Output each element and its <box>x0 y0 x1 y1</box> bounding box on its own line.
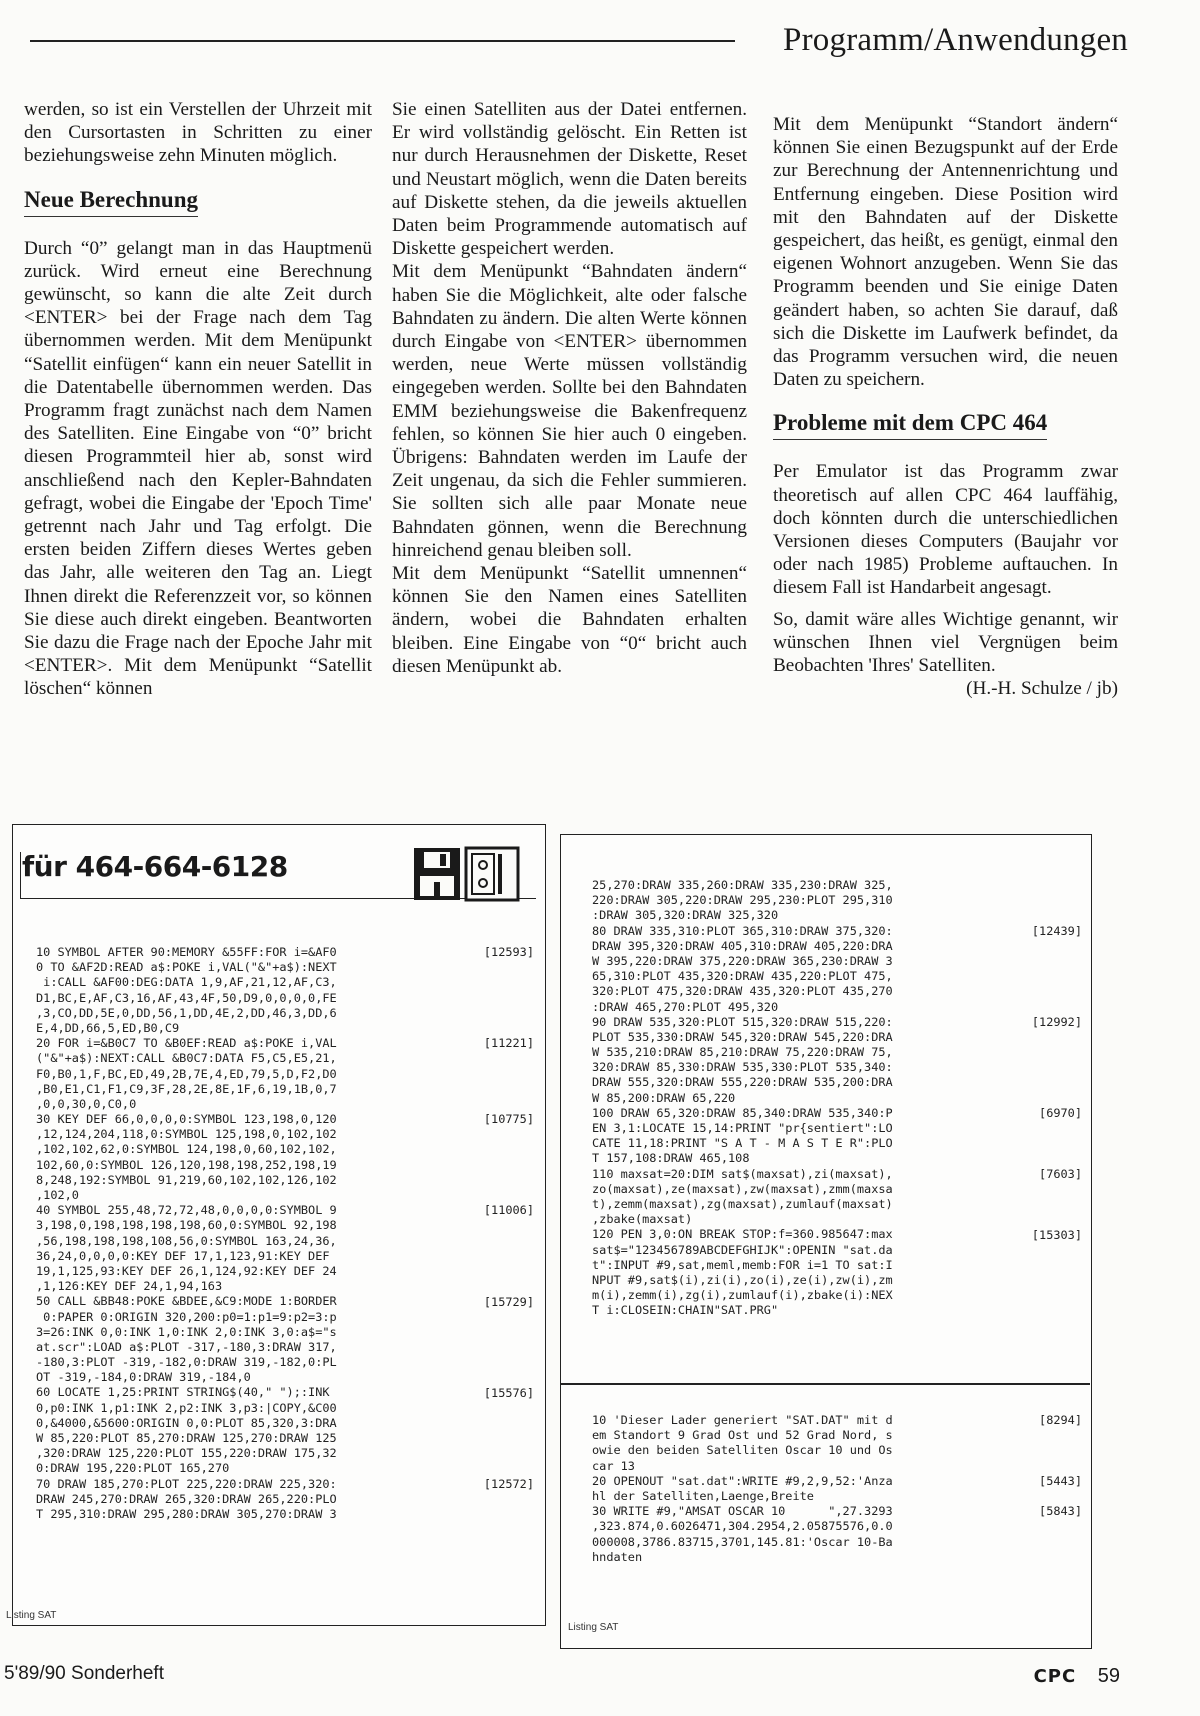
code-line: W 85,220:PLOT 85,270:DRAW 125,270:DRAW 125 <box>36 1431 337 1445</box>
section-title: Programm/Anwendungen <box>783 22 1128 58</box>
code-line: 19,1,125,93:KEY DEF 26,1,124,92:KEY DEF 24 <box>36 1263 337 1278</box>
code-line: owie den beiden Satelliten Oscar 10 und Os <box>592 1443 893 1458</box>
code-line: DRAW 395,320:DRAW 405,310:DRAW 405,220:DRA <box>592 938 893 953</box>
code-line: 3=26:INK 0,0:INK 1,0:INK 2,0:INK 3,0:a$="s <box>36 1324 337 1339</box>
code-line: hndaten <box>592 1549 643 1564</box>
code-line: 3,198,0,198,198,198,198,60,0:SYMBOL 92,198 <box>36 1218 337 1233</box>
checksum: [12992] <box>1031 1014 1082 1029</box>
code-line: 30 KEY DEF 66,0,0,0,0:SYMBOL 123,198,0,120 <box>36 1112 337 1127</box>
code-line: zo(maxsat),ze(maxsat),zw(maxsat),zmm(maxsa <box>592 1181 893 1196</box>
checksum: [15729] <box>483 1294 534 1309</box>
listing-label: Listing SAT <box>6 1610 57 1621</box>
code-line: sat$="123456789ABCDEFGHIJK":OPENIN "sat.da <box>592 1242 893 1257</box>
code-line: 320:PLOT 475,320:DRAW 435,320:PLOT 435,270 <box>592 984 893 999</box>
code-line: 102,60,0:SYMBOL 126,120,198,198,252,198,19 <box>36 1157 337 1172</box>
code-line: ("&"+a$):NEXT:CALL &B0C7:DATA F5,C5,E5,21, <box>36 1051 337 1066</box>
subheading-neue-berechnung: Neue Berechnung <box>24 186 198 217</box>
code-line: CATE 11,18:PRINT "S A T - M A S T E R":PLO <box>592 1136 893 1151</box>
header-rule <box>30 40 735 42</box>
code-line: W 535,210:DRAW 85,210:DRAW 75,220:DRAW 75, <box>592 1045 893 1060</box>
paragraph: Mit dem Menüpunkt “Bahndaten ändern“ haben Sie die Möglichkeit, alte oder falsche Bahndaten zu ändern. Die alten Werte können durch Eingabe von <ENTER> übernommen werden, neue Werte müssen vollständig eingegeben werden. Sollte bei den Bahndaten EMM beziehungsweise die Bakenfrequenz fehlen, so können Sie hier auch 0 eingeben. Übrigens: Bahndaten werden im Laufe der Zeit ungenau, da sich die Fehler summieren. Sie sollten sich alle paar Monate neue Bahndaten gönnen, wenn die Berechnung hinreichend genau bleiben soll. <box>392 261 747 561</box>
checksum: [11221] <box>483 1036 534 1051</box>
code-line: 0:PAPER 0:ORIGIN 320,200:p0=1:p1=9:p2=3:p <box>36 1309 337 1324</box>
checksum: [7603] <box>1039 1166 1082 1181</box>
code-line: 70 DRAW 185,270:PLOT 225,220:DRAW 225,320: <box>36 1476 337 1491</box>
paragraph: Mit dem Menüpunkt “Standort ändern“ können Sie einen Bezugspunkt auf der Erde zur Berechnung der Antennenrichtung und Entfernung eingeben. Diese Position wird mit den Bahndaten auf der Diskette gespeichert, das heißt, es genügt, einmal den eigenen Wohnort anzugeben. Wenn Sie das Programm beenden und Sie einige Daten geändert haben, so achten Sie darauf, daß sich die Diskette im Laufwerk befindet, da das Programm versuchen wird, die neuen Daten zu speichern. <box>773 114 1118 391</box>
paragraph: werden, so ist ein Verstellen der Uhrzeit mit den Cursortasten in Schritten zu einer beziehungsweise zehn Minuten möglich. <box>24 99 372 167</box>
code-line: 50 CALL &BB48:POKE &BDEE,&C9:MODE 1:BORDER <box>36 1294 337 1309</box>
paragraph: Sie einen Satelliten aus der Datei entfernen. Er wird vollständig gelöscht. Ein Retten ist nur durch Herausnehmen der Diskette, Reset und Neustart möglich, wenn die Daten bereits auf Diskette stehen, da die jeweils aktuellen Daten beim Programmende automatisch auf Diskette gespeichert werden. <box>392 99 747 260</box>
text-column-2 <box>392 98 747 678</box>
page-number: 59 <box>1097 1665 1120 1687</box>
code-line: ,320:DRAW 125,220:PLOT 155,220:DRAW 175,32 <box>36 1446 337 1461</box>
floppy-and-cassette-icon <box>412 846 532 904</box>
subheading-probleme-cpc-464: Probleme mit dem CPC 464 <box>773 409 1047 440</box>
code-line: ,323.874,0.6026471,304.2954,2.05875576,0.0 <box>592 1519 893 1534</box>
code-line: ,0,0,30,0,C0,0 <box>36 1096 137 1111</box>
code-listing-2 <box>592 878 1082 1318</box>
code-line: :DRAW 465,270:PLOT 495,320 <box>592 999 779 1014</box>
checksum: [5443] <box>1039 1473 1082 1488</box>
code-line: T 157,108:DRAW 465,108 <box>592 1151 750 1166</box>
code-line: :DRAW 305,320:DRAW 325,320 <box>592 908 779 923</box>
text-column-1 <box>24 98 372 701</box>
code-line: 25,270:DRAW 335,260:DRAW 335,230:DRAW 325, <box>592 878 893 892</box>
code-line: 10 'Dieser Lader generiert "SAT.DAT" mit d <box>592 1413 893 1427</box>
code-line: W 85,200:DRAW 65,220 <box>592 1090 736 1105</box>
code-line: 40 SYMBOL 255,48,72,72,48,0,0,0,0:SYMBOL 9 <box>36 1203 337 1218</box>
paragraph: Mit dem Menüpunkt “Satellit umnennen“ können Sie den Namen eines Satelliten ändern, wobei die Bahndaten erhalten bleiben. Eine Eingabe von “0“ bricht auch diesen Menüpunkt ab. <box>392 563 747 677</box>
code-line: i:CALL &AF00:DEG:DATA 1,9,AF,21,12,AF,C3, <box>36 975 337 990</box>
code-line: W 395,220:DRAW 375,220:DRAW 365,230:DRAW 3 <box>592 953 893 968</box>
checksum: [12439] <box>1031 923 1082 938</box>
code-line: T i:CLOSEIN:CHAIN"SAT.PRG" <box>592 1303 779 1318</box>
code-line: 65,310:PLOT 435,320:DRAW 435,220:PLOT 475, <box>592 969 893 984</box>
code-line: 0,p0:INK 1,p1:INK 2,p2:INK 3,p3:|COPY,&C00 <box>36 1400 337 1415</box>
code-line: EN 3,1:LOCATE 15,14:PRINT "pr{sentiert":LO <box>592 1121 893 1135</box>
code-line: t),zemm(maxsat),zg(maxsat),zumlauf(maxsat) <box>592 1196 893 1211</box>
code-line: 30 WRITE #9,"AMSAT OSCAR 10 ",27.3293 <box>592 1504 893 1519</box>
code-line: 20 OPENOUT "sat.dat":WRITE #9,2,9,52:'Anza <box>592 1473 893 1488</box>
author-credit: (H.-H. Schulze / jb) <box>966 678 1118 700</box>
paragraph: Durch “0” gelangt man in das Hauptmenü zurück. Wird erneut eine Berechnung gewünscht, so kann die alte Zeit durch <ENTER> bei der Frage nach dem Tag übernommen werden. Mit dem Menüpunkt “Satellit einfügen“ kann ein neuer Satellit in die Datentabelle übernommen werden. Das Programm fragt zunächst nach dem Namen des Satelliten. Eine Eingabe von “0” bricht diesen Programmteil hier ab, sonst wird anschließend nach den Kepler-Bahndaten gefragt, wobei die Eingabe der 'Epoch Time' getrennt nach Jahr und Tag erfolgt. Die ersten beiden Ziffern dieses Wertes geben das Jahr, alle weiteren den Tag an. Liegt Ihnen direkt die Referenzzeit vor, so können Sie diese auch direkt eingeben. Beantworten Sie dazu die Frage nach der Epoche Jahr mit <ENTER>. Mit dem Menüpunkt “Satellit löschen“ können <box>24 237 372 700</box>
checksum: [15303] <box>1031 1227 1082 1242</box>
code-line: DRAW 245,270:DRAW 265,320:DRAW 265,220:PLO <box>36 1491 337 1506</box>
code-line: 100 DRAW 65,320:DRAW 85,340:DRAW 535,340:P <box>592 1105 893 1120</box>
checksum: [6970] <box>1039 1106 1082 1120</box>
code-line: 8,248,192:SYMBOL 91,219,60,102,102,126,102 <box>36 1172 337 1187</box>
code-line: DRAW 555,320:DRAW 555,220:DRAW 535,200:DRA <box>592 1075 893 1090</box>
code-line: F0,B0,1,F,BC,ED,49,2B,7E,4,ED,79,5,D,F2,D0 <box>36 1066 337 1081</box>
code-line: -180,3:PLOT -319,-182,0:DRAW 319,-182,0:PL <box>36 1355 337 1370</box>
code-line: ,3,CO,DD,5E,0,DD,56,1,DD,4E,2,DD,46,3,DD,6 <box>36 1005 337 1020</box>
magazine-brand: CPC <box>1033 1666 1077 1687</box>
checksum: [11006] <box>483 1203 534 1218</box>
issue-label: 5'89/90 Sonderheft <box>4 1663 164 1684</box>
code-line: 110 maxsat=20:DIM sat$(maxsat),zi(maxsat), <box>592 1166 893 1181</box>
code-line: t":INPUT #9,sat,meml,memb:FOR i=1 TO sat:I <box>592 1257 893 1272</box>
code-line: 20 FOR i=&B0C7 TO &B0EF:READ a$:POKE i,VAL <box>36 1036 337 1051</box>
code-line: ,1,126:KEY DEF 24,1,94,163 <box>36 1279 223 1294</box>
code-line: ,B0,E1,C1,F1,C9,3F,28,2E,8E,1F,6,19,1B,0,7 <box>36 1081 337 1096</box>
code-line: ,102,0 <box>36 1188 79 1202</box>
code-line: ,102,102,62,0:SYMBOL 124,198,0,60,102,102, <box>36 1142 337 1157</box>
code-line: E,4,DD,66,5,ED,B0,C9 <box>36 1020 180 1035</box>
code-listing-1 <box>36 945 534 1522</box>
code-line: em Standort 9 Grad Ost und 52 Grad Nord, s <box>592 1428 893 1443</box>
code-line: OT -319,-184,0:DRAW 319,-184,0 <box>36 1370 251 1385</box>
code-line: PLOT 535,330:DRAW 545,320:DRAW 545,220:DRA <box>592 1029 893 1044</box>
checksum: [8294] <box>1039 1413 1082 1427</box>
code-line: NPUT #9,sat$(i),zi(i),zo(i),ze(i),zw(i),zm <box>592 1272 893 1287</box>
checksum: [12572] <box>483 1477 534 1491</box>
paragraph: Per Emulator ist das Programm zwar theoretisch auf allen CPC 464 lauffähig, doch könnten durch die unterschiedlichen Versionen dieses Computers (Baujahr vor oder nach 1985) Probleme auftauchen. In diesem Fall ist Handarbeit angesagt. <box>773 461 1118 599</box>
code-line: ,12,124,204,118,0:SYMBOL 125,198,0,102,102 <box>36 1127 337 1142</box>
checksum: [12593] <box>483 945 534 959</box>
checksum: [5843] <box>1039 1504 1082 1519</box>
code-listing-3 <box>592 1413 1082 1565</box>
paragraph: So, damit wäre alles Wichtige genannt, wir wünschen Ihnen viel Vergnügen beim Beobachten 'Ihres' Satelliten. <box>773 608 1118 677</box>
code-line: 80 DRAW 335,310:PLOT 365,310:DRAW 375,320: <box>592 923 893 938</box>
listing-divider <box>560 1383 1090 1385</box>
code-line: D1,BC,E,AF,C3,16,AF,43,4F,50,D9,0,0,0,0,FE <box>36 990 337 1005</box>
checksum: [15576] <box>483 1385 534 1400</box>
listing-label: Listing SAT <box>568 1622 619 1633</box>
code-line: 0 TO &AF2D:READ a$:POKE i,VAL("&"+a$):NEXT <box>36 960 337 975</box>
page-footer <box>1034 1665 1120 1688</box>
code-line: 000008,3786.83715,3701,145.81:'Oscar 10-Ba <box>592 1534 893 1549</box>
code-line: car 13 <box>592 1458 635 1473</box>
code-line: T 295,310:DRAW 295,280:DRAW 305,270:DRAW 3 <box>36 1506 337 1521</box>
code-line: 60 LOCATE 1,25:PRINT STRING$(40," ");:INK <box>36 1385 330 1400</box>
code-line: 220:DRAW 305,220:DRAW 295,230:PLOT 295,310 <box>592 893 893 908</box>
code-line: hl der Satelliten,Laenge,Breite <box>592 1488 814 1503</box>
code-line: 120 PEN 3,0:ON BREAK STOP:f=360.985647:max <box>592 1227 893 1242</box>
code-line: 0,&4000,&5600:ORIGIN 0,0:PLOT 85,320,3:DRA <box>36 1415 337 1430</box>
code-line: ,zbake(maxsat) <box>592 1212 693 1227</box>
code-line: 0:DRAW 195,220:PLOT 165,270 <box>36 1461 230 1476</box>
code-line: 10 SYMBOL AFTER 90:MEMORY &55FF:FOR i=&AF0 <box>36 945 337 959</box>
code-line: m(i),zemm(i),zg(i),zumlauf(i),zbake(i):NEX <box>592 1288 893 1303</box>
text-column-3 <box>773 113 1118 700</box>
code-line: 320:DRAW 85,330:DRAW 535,330:PLOT 535,340: <box>592 1060 893 1075</box>
code-line: ,56,198,198,198,108,56,0:SYMBOL 163,24,36, <box>36 1233 337 1248</box>
code-line: 36,24,0,0,0,0:KEY DEF 17,1,123,91:KEY DEF <box>36 1248 330 1263</box>
code-line: at.scr":LOAD a$:PLOT -317,-180,3:DRAW 317, <box>36 1339 337 1354</box>
checksum: [10775] <box>483 1112 534 1127</box>
listing-title: für 464-664-6128 <box>22 850 288 883</box>
code-line: 90 DRAW 535,320:PLOT 515,320:DRAW 515,220: <box>592 1014 893 1029</box>
